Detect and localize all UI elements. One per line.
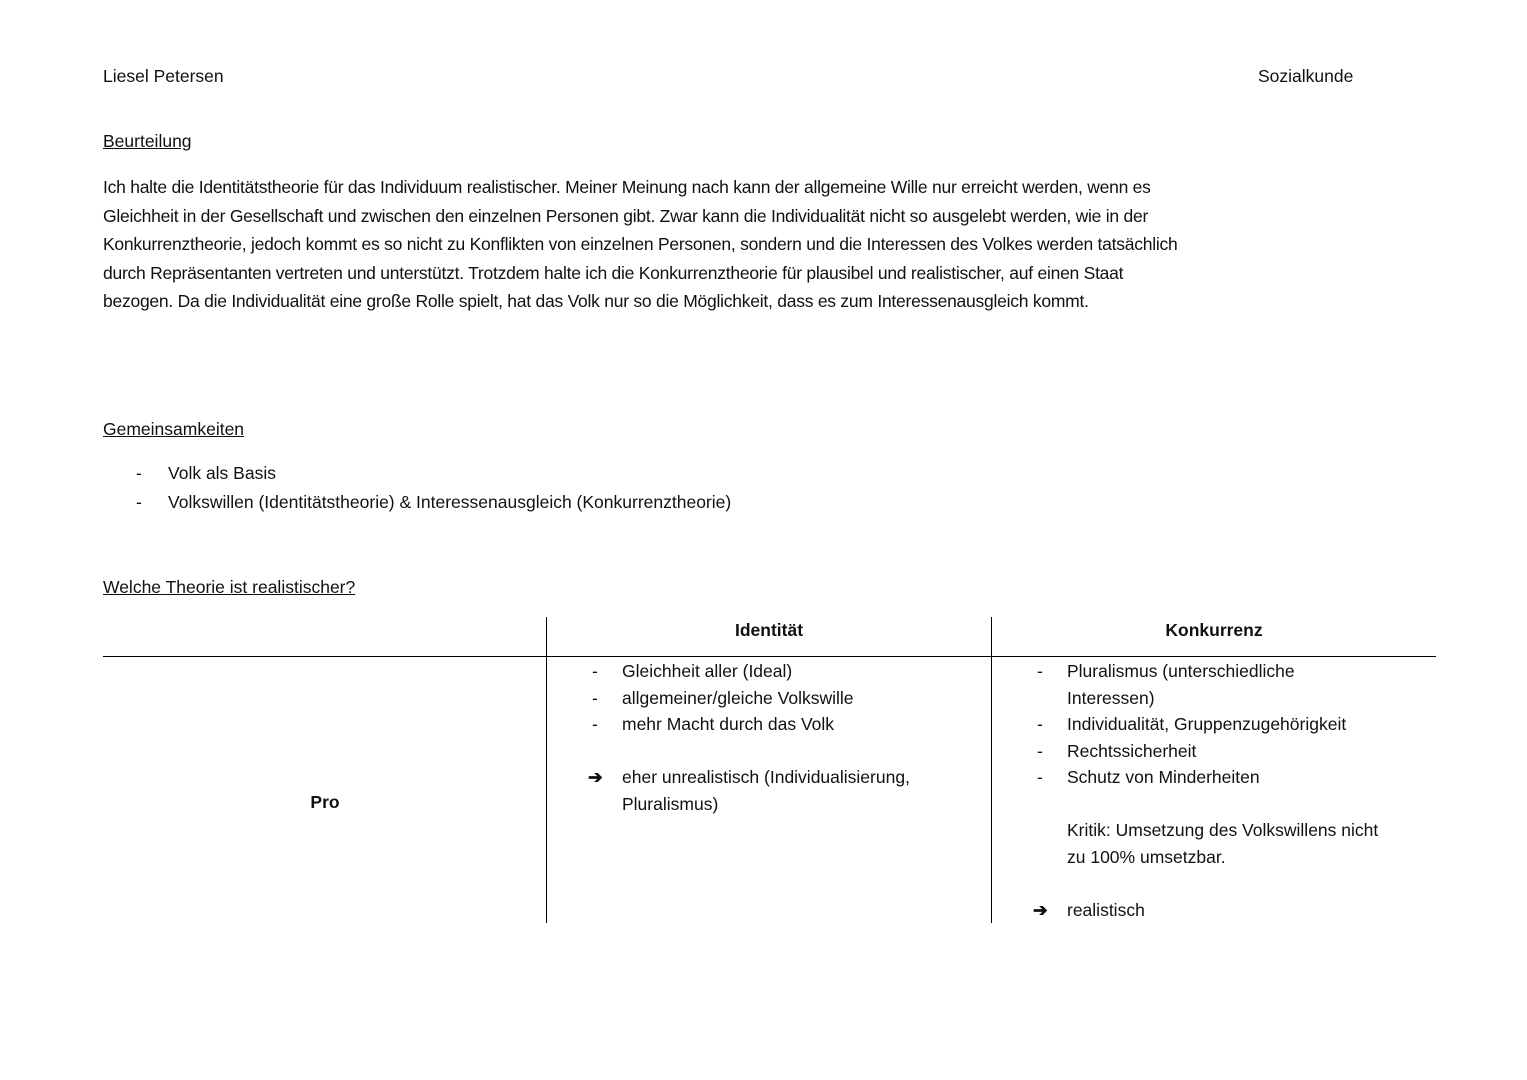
kritik-text: Kritik: Umsetzung des Volkswillens nicht [1067,820,1379,840]
list-item: - Volkswillen (Identitätstheorie) & Interessenausgleich (Konkurrenztheorie) [136,488,731,517]
list-item: - mehr Macht durch das Volk [592,711,910,738]
author-name: Liesel Petersen [103,66,224,86]
heading-gemeinsamkeiten: Gemeinsamkeiten [103,419,245,439]
list-item: - Individualität, Gruppenzugehörigkeit [1037,711,1378,738]
heading-beurteilung: Beurteilung [103,131,192,151]
conclusion-text: realistisch [1067,899,1145,920]
identitaet-cell [588,658,910,817]
subject-name: Sozialkunde [1258,66,1354,86]
list-item: - Gleichheit aller (Ideal) [592,658,910,685]
header-identitaet: Identität [734,620,804,640]
column-divider [991,617,992,923]
list-item: - allgemeiner/gleiche Volkswille [592,685,910,712]
paragraph-line: Konkurrenztheorie, jedoch kommt es so nicht zu Konflikten von einzelnen Personen, sondern und die Interessen des Volkes werden tatsächlich [103,234,1178,255]
list-item: - Volk als Basis [136,459,731,488]
paragraph-line: Ich halte die Identitätstheorie für das Individuum realistischer. Meiner Meinung nach kann der allgemeine Wille nur erreicht werden, wenn es [103,177,1151,197]
conclusion-text: Pluralismus) [622,793,719,814]
header-konkurrenz: Konkurrenz [1165,620,1263,640]
beurteilung-paragraph [103,173,1178,316]
paragraph-line: bezogen. Da die Individualität eine große Rolle spielt, hat das Volk nur so die Möglichkeit, dass es zum Interessenausgleich kommt. [103,291,1089,312]
paragraph-line: durch Repräsentanten vertreten und unterstützt. Trotzdem halte ich die Konkurrenztheorie für plausibel und realistischer, auf einen Staat [103,262,1124,283]
arrow-right-icon: ➔ [1033,899,1048,920]
heading-vergleich: Welche Theorie ist realistischer? [103,577,356,597]
konkurrenz-cell [1033,658,1379,923]
list-item: - Rechtssicherheit [1037,738,1378,765]
list-item: - Pluralismus (unterschiedliche [1037,658,1378,685]
table-header-divider [103,656,1436,657]
conclusion-text: eher unrealistisch (Individualisierung, [622,767,910,787]
arrow-right-icon: ➔ [588,767,603,787]
gemeinsamkeiten-list [136,459,731,516]
list-item: - Schutz von Minderheiten [1037,764,1378,791]
list-item-continuation: Interessen) [1067,687,1155,708]
kritik-text: zu 100% umsetzbar. [1067,846,1226,867]
column-divider [546,617,547,923]
paragraph-line: Gleichheit in der Gesellschaft und zwischen den einzelnen Personen gibt. Zwar kann die Individualität nicht so ausgelebt werden, wie in der [103,205,1149,226]
row-label-pro: Pro [310,792,340,812]
